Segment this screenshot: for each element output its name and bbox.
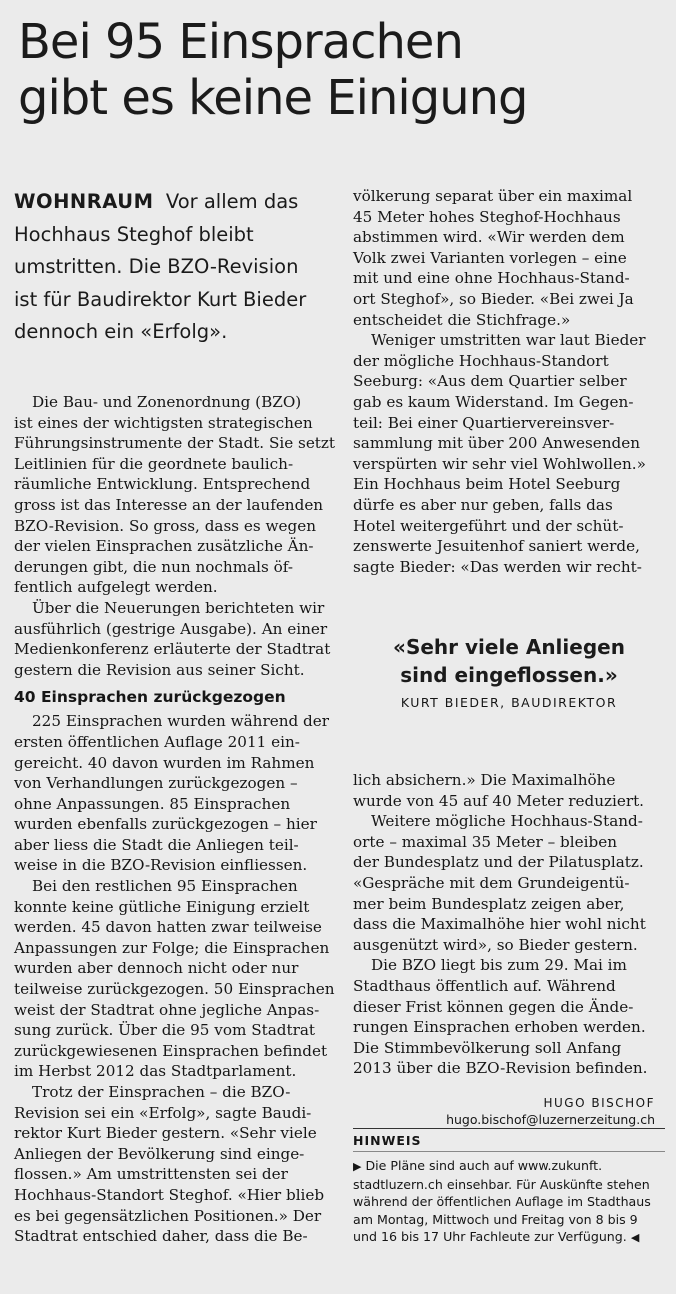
text-line: Weitere mögliche Hochhaus-Stand-: [371, 812, 643, 831]
text-line: Die BZO liegt bis zum 29. Mai im: [371, 956, 627, 975]
text-line: orte – maximal 35 Meter – bleiben: [353, 832, 617, 851]
text-line: verspürten wir sehr viel Wohlwollen.»: [353, 454, 646, 473]
text-line: Leitlinien für die geordnete baulich-: [14, 454, 294, 473]
pull-quote-text: [353, 633, 665, 689]
hinweis-line: während der öffentlichen Auflage im Stadthaus: [353, 1194, 651, 1209]
text-line: weise in die BZO-Revision einfliessen.: [14, 856, 308, 875]
text-line: fentlich aufgelegt werden.: [14, 578, 218, 597]
pull-quote-line: «Sehr viele Anliegen: [393, 635, 625, 659]
text-line: völkerung separat über ein maximal: [353, 187, 633, 205]
text-line: zenswerte Jesuitenhof saniert werde,: [353, 537, 640, 556]
text-line: 45 Meter hohes Steghof-Hochhaus: [353, 207, 621, 226]
text-line: Die Bau- und Zonenordnung (BZO): [32, 393, 302, 411]
text-line: lich absichern.» Die Maximalhöhe: [353, 771, 616, 789]
text-line: wurde von 45 auf 40 Meter reduziert.: [353, 791, 645, 810]
text-line: räumliche Entwicklung. Entsprechend: [14, 475, 311, 494]
text-line: gereicht. 40 davon wurden im Rahmen: [14, 753, 315, 772]
text-line: mer beim Bundesplatz zeigen aber,: [353, 894, 625, 913]
text-line: Volk zwei Varianten vorlegen – eine: [353, 248, 627, 267]
text-line: wurden ebenfalls zurückgezogen – hier: [14, 815, 317, 834]
text-line: abstimmen wird. «Wir werden dem: [353, 228, 625, 247]
text-line: BZO-Revision. So gross, dass es wegen: [14, 516, 316, 535]
text-line: aber liess die Stadt die Anliegen teil-: [14, 835, 299, 854]
text-line: gross ist das Interesse an der laufenden: [14, 495, 324, 514]
lead-line: Vor allem das: [165, 190, 299, 213]
hinweis-box: [353, 1128, 665, 1247]
column-left: [14, 392, 338, 1247]
text-line: gab es kaum Widerstand. Im Gegen-: [353, 392, 634, 411]
text-line: 225 Einsprachen wurden während der: [32, 712, 330, 731]
column-right-continued: [353, 770, 665, 1079]
text-line: weist der Stadtrat ohne jegliche Anpas-: [14, 1000, 320, 1019]
text-line: ausführlich (gestrige Ausgabe). An einer: [14, 619, 328, 638]
hinweis-line: und 16 bis 17 Uhr Fachleute zur Verfügung.: [353, 1229, 627, 1244]
column-right: [353, 186, 665, 577]
text-line: Anpassungen zur Folge; die Einsprachen: [14, 938, 330, 957]
paragraph: [353, 811, 665, 955]
paragraph: [353, 955, 665, 1079]
text-line: Stadtrat entschied daher, dass die Be-: [14, 1227, 308, 1246]
text-line: dieser Frist können gegen die Ände-: [353, 997, 634, 1016]
text-line: ausgenützt wird», so Bieder gestern.: [353, 935, 638, 954]
text-line: Hochhaus-Standort Steghof. «Hier blieb: [14, 1185, 325, 1204]
text-line: sammlung mit über 200 Anwesenden: [353, 434, 640, 453]
text-line: «Gespräche mit dem Grundeigentü-: [353, 873, 630, 892]
lead-line: ist für Baudirektor Kurt Bieder: [14, 287, 307, 311]
paragraph: [14, 711, 338, 876]
text-line: rungen Einsprachen erhoben werden.: [353, 1018, 646, 1037]
paragraph: [353, 770, 665, 811]
subheading: 40 Einsprachen zurückgezogen: [14, 688, 286, 707]
author-name: HUGO BISCHOF: [543, 1096, 655, 1110]
text-line: dürfe es aber nur geben, falls das: [353, 495, 613, 514]
hinweis-line: stadtluzern.ch einsehbar. Für Auskünfte stehen: [353, 1176, 650, 1192]
text-line: der mögliche Hochhaus-Standort: [353, 351, 609, 370]
text-line: Führungsinstrumente der Stadt. Sie setzt: [14, 434, 336, 453]
text-line: gestern die Revision aus seiner Sicht.: [14, 660, 305, 679]
lead-line: Hochhaus Steghof bleibt: [14, 222, 254, 246]
text-line: rektor Kurt Bieder gestern. «Sehr viele: [14, 1124, 317, 1143]
text-line: Anliegen der Bevölkerung sind einge-: [14, 1144, 305, 1163]
hinweis-body: [353, 1157, 665, 1247]
text-line: von Verhandlungen zurückgezogen –: [14, 774, 298, 793]
divider: [353, 1151, 665, 1152]
text-line: teilweise zurückgezogen. 50 Einsprachen: [14, 980, 335, 999]
paragraph: [14, 392, 338, 598]
text-line: ohne Anpassungen. 85 Einsprachen: [14, 794, 291, 813]
text-line: wurden aber dennoch nicht oder nur: [14, 959, 299, 978]
paragraph: [353, 186, 665, 330]
headline-line: Bei 95 Einsprachen: [18, 14, 463, 70]
text-line: Seeburg: «Aus dem Quartier selber: [353, 372, 627, 391]
triangle-right-icon: ▶: [353, 1160, 362, 1173]
kicker: WOHNRAUM: [14, 190, 154, 213]
text-line: Trotz der Einsprachen – die BZO-: [32, 1083, 291, 1101]
pull-quote-line: sind eingeflossen.»: [400, 663, 618, 687]
text-line: es bei gegensätzlichen Positionen.» Der: [14, 1206, 322, 1225]
text-line: Stadthaus öffentlich auf. Während: [353, 976, 616, 995]
text-line: mit und eine ohne Hochhaus-Stand-: [353, 269, 630, 288]
hinweis-line: am Montag, Mittwoch und Freitag von 8 bis 9: [353, 1211, 638, 1227]
headline-line: gibt es keine Einigung: [18, 70, 528, 126]
paragraph: [14, 1082, 338, 1247]
text-line: Ein Hochhaus beim Hotel Seeburg: [353, 475, 621, 494]
text-line: 2013 über die BZO-Revision befinden.: [353, 1059, 648, 1078]
lead-line: umstritten. Die BZO-Revision: [14, 255, 299, 278]
text-line: Weniger umstritten war laut Bieder: [371, 331, 646, 350]
lead-line: dennoch ein «Erfolg».: [14, 320, 228, 343]
triangle-left-icon: ◀: [630, 1231, 640, 1244]
text-line: der Bundesplatz und der Pilatusplatz.: [353, 853, 644, 872]
text-line: ersten öffentlichen Auflage 2011 ein-: [14, 732, 300, 751]
lead-paragraph: [14, 186, 344, 349]
headline: [18, 14, 668, 126]
text-line: teil: Bei einer Quartiervereinsver-: [353, 413, 615, 432]
text-line: ist eines der wichtigsten strategischen: [14, 413, 313, 432]
pull-quote: [353, 633, 665, 710]
text-line: sagte Bieder: «Das werden wir recht-: [353, 557, 642, 576]
paragraph: [353, 330, 665, 577]
pull-quote-author: KURT BIEDER, BAUDIREKTOR: [400, 695, 618, 710]
text-line: Über die Neuerungen berichteten wir: [32, 598, 325, 617]
text-line: entscheidet die Stichfrage.»: [353, 310, 571, 329]
paragraph: [14, 598, 338, 680]
author-email: hugo.bischof@luzernerzeitung.ch: [446, 1112, 655, 1127]
text-line: derungen gibt, die nun nochmals öf-: [14, 557, 293, 576]
text-line: Revision sei ein «Erfolg», sagte Baudi-: [14, 1103, 312, 1122]
text-line: dass die Maximalhöhe hier wohl nicht: [353, 915, 646, 934]
text-line: im Herbst 2012 das Stadtparlament.: [14, 1062, 297, 1081]
text-line: Bei den restlichen 95 Einsprachen: [32, 877, 298, 896]
text-line: Die Stimmbevölkerung soll Anfang: [353, 1038, 622, 1057]
text-line: sung zurück. Über die 95 vom Stadtrat: [14, 1021, 315, 1040]
text-line: Hotel weitergeführt und der schüt-: [353, 516, 624, 535]
text-line: werden. 45 davon hatten zwar teilweise: [14, 918, 322, 937]
text-line: zurückgewiesenen Einsprachen befindet: [14, 1041, 328, 1060]
text-line: ort Steghof», so Bieder. «Bei zwei Ja: [353, 289, 634, 308]
text-line: der vielen Einsprachen zusätzliche Än-: [14, 537, 314, 556]
divider: [353, 1128, 665, 1129]
hinweis-title: HINWEIS: [353, 1133, 422, 1148]
text-line: konnte keine gütliche Einigung erzielt: [14, 897, 310, 916]
paragraph: [14, 876, 338, 1082]
byline: [353, 1095, 655, 1128]
text-line: flossen.» Am umstrittensten sei der: [14, 1165, 288, 1184]
text-line: Medienkonferenz erläuterte der Stadtrat: [14, 640, 331, 659]
hinweis-line: Die Pläne sind auch auf www.zukunft.: [365, 1158, 603, 1173]
